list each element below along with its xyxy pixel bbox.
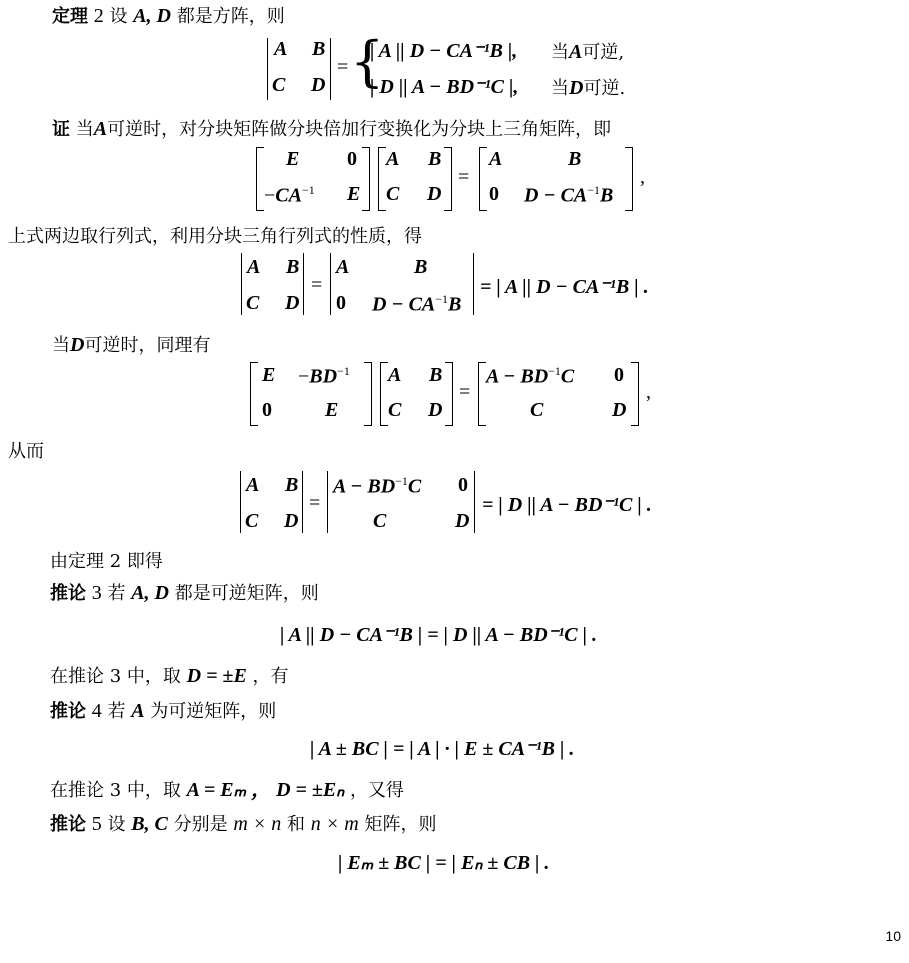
theorem-number: 2 — [93, 5, 104, 27]
proof-line-3: 当D可逆时，同理有 — [52, 334, 211, 356]
proof-label: 证 — [52, 119, 70, 140]
corollary-4-statement: 推论 4 若 A 为可逆矩阵，则 — [50, 700, 277, 722]
theorem-case-2-condition: 当D可逆. — [551, 77, 626, 99]
determinant-eq-2-rhs: = | D || A − BD⁻¹C | . — [482, 494, 652, 516]
theorem-vars: A, D — [133, 5, 171, 27]
corollary-5-formula: | Eₘ ± BC | = | Eₙ ± CB | . — [338, 852, 550, 874]
proof-line-4: 从而 — [8, 441, 44, 462]
theorem-case-1: | A || D − CA⁻¹B |, — [370, 40, 518, 62]
corollary-3-formula: | A || D − CA⁻¹B | = | D || A − BD⁻¹C | . — [280, 624, 597, 646]
theorem-case-2: | D || A − BD⁻¹C |, — [370, 76, 519, 98]
corollary-4-followup: 在推论 3 中，取 A = Eₘ ， D = ±Eₙ ，又得 — [50, 779, 404, 801]
theorem-case-1-condition: 当A可逆, — [551, 41, 625, 63]
theorem-2-statement — [52, 4, 285, 29]
theorem-label: 定理 — [52, 6, 88, 27]
corollary-3-followup: 在推论 3 中，取 D = ±E ，有 — [50, 665, 289, 687]
proof-intro: 证 当A可逆时，对分块矩阵做分块倍加行变换化为分块上三角矩阵，即 — [52, 118, 612, 140]
proof-line-5: 由定理 2 即得 — [50, 551, 163, 572]
corollary-5-label: 推论 — [50, 814, 86, 835]
corollary-3-statement: 推论 3 若 A, D 都是可逆矩阵，则 — [50, 582, 319, 604]
theorem-intro: 设 — [109, 6, 128, 27]
corollary-4-label: 推论 — [50, 701, 86, 722]
corollary-4-formula: | A ± BC | = | A | · | E ± CA⁻¹B | . — [310, 738, 575, 760]
corollary-3-label: 推论 — [50, 583, 86, 604]
theorem-intro-end: 都是方阵，则 — [176, 6, 285, 27]
corollary-5-statement: 推论 5 设 B, C 分别是 m × n 和 n × m 矩阵，则 — [50, 813, 437, 835]
determinant-eq-1-rhs: = | A || D − CA⁻¹B | . — [480, 276, 649, 298]
page-number: 10 — [885, 928, 901, 944]
proof-line-2: 上式两边取行列式，利用分块三角行列式的性质，得 — [8, 226, 422, 247]
